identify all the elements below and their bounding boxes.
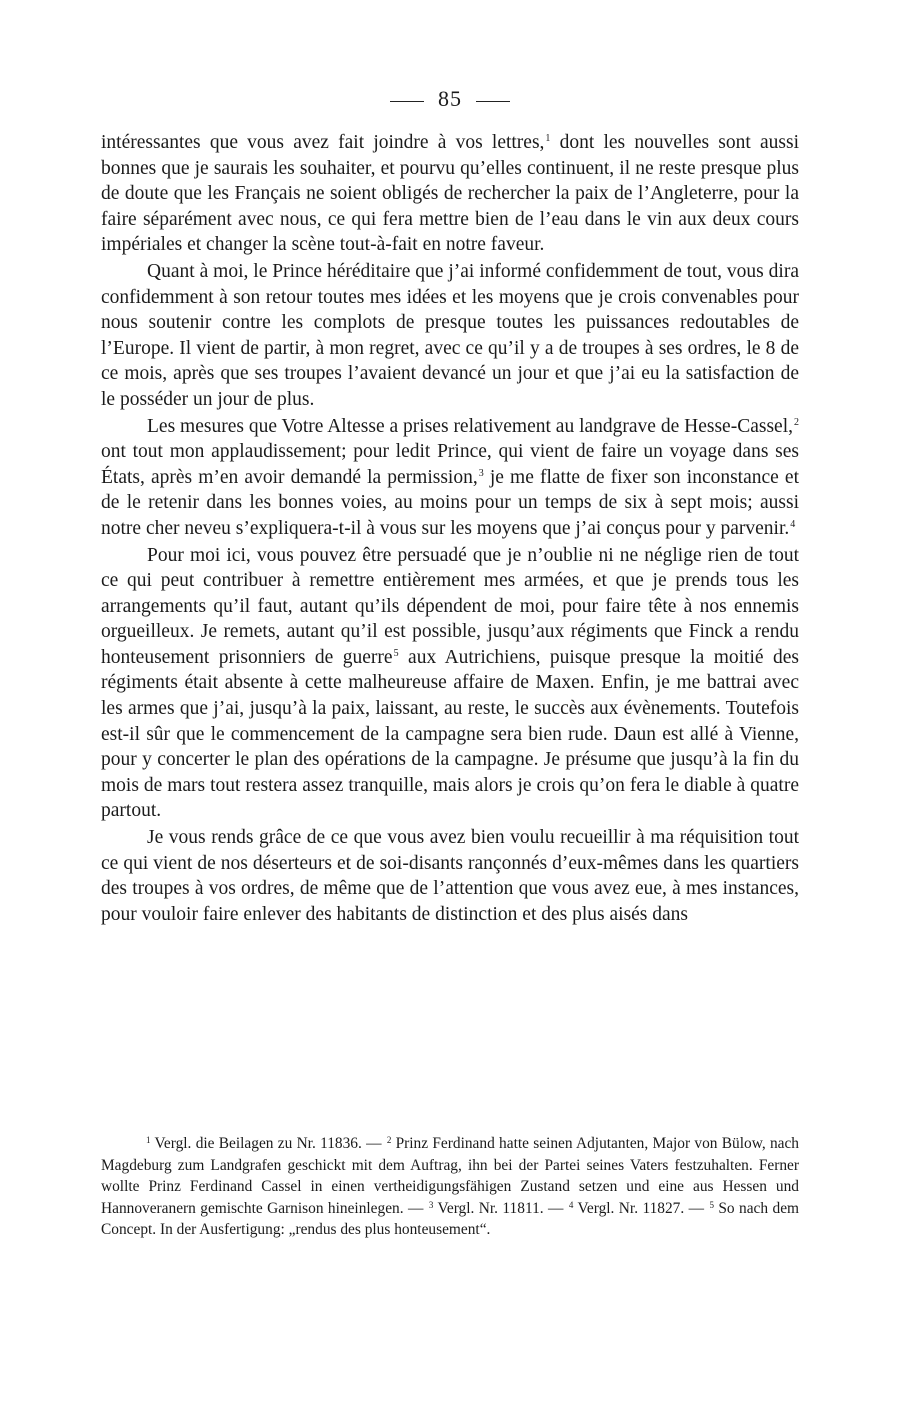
- letter-body: [101, 130, 799, 927]
- page-header: [101, 82, 799, 116]
- paragraph-text: Je vous rends grâce de ce que vous avez bien voulu recueillir à ma réquisition tout ce qui vient de nos déserteurs et de soi-disants rançonnés d’eux-mêmes dans les quartiers des troupes à vos ordres, de même que de l’attention que vous avez eue, à mes instances, pour vouloir faire enlever des habitants de distinction et des plus aisés dans: [101, 827, 799, 925]
- page-number: 85: [438, 86, 462, 111]
- paragraph-3: [101, 414, 799, 542]
- paragraph-text: aux Autrichiens, puisque presque la moitié des régiments était absente à cette malheureuse affaire de Maxen. Enfin, je me battrai avec les armes que j’ai, jusqu’à la paix, laissant, au reste, le succès aux évènements. Toutefois est-il sûr que le commencement de la campagne sera bien rude. Daun est allé à Vienne, pour y concerter le plan des opérations de la campagne. Je présume que jusqu’à la fin du mois de mars tout restera assez tranquille, mais alors je crois qu’on fera le diable à quatre partout.: [101, 646, 799, 822]
- footnotes: [101, 1133, 799, 1241]
- footnote-text: Vergl. Nr. 11827. —: [573, 1199, 709, 1217]
- paragraph-4: [101, 543, 799, 825]
- paragraph-text: ont tout mon applaudissement; pour ledit Prince, qui vient de faire un voyage dans ses États, après m’en avoir demandé la permission,: [101, 441, 799, 488]
- footnote-text: So nach dem Concept. In der Ausfertigung: „rendus des plus honteusement“.: [101, 1199, 799, 1239]
- paragraph-text: dont les nouvelles sont aussi bonnes que je saurais les souhaiter, et pourvu qu’elles continuent, il ne reste presque plus de doute que les Français ne soient obligés de rechercher la paix de l’Angleterre, pour la faire séparément avec nous, ce qui fera mettre bien de l’eau dans le vin aux deux cours impériales et changer la scène tout-à-fait en notre faveur.: [101, 132, 799, 256]
- footnote-text: Prinz Ferdinand hatte seinen Adjutanten, Major von Bülow, nach Magdeburg zum Landgrafen geschickt mit dem Auftrag, ihn bei der Partei seines Vaters festzuhalten. Ferner wollte Prinz Ferdinand Cassel in einen vertheidigungsfähigen Zustand setzen und eine aus Hessen und Hannoveranern gemischte Garnison hineinlegen. —: [101, 1135, 800, 1217]
- footnote-number: 4: [568, 1199, 574, 1210]
- footnote-marker: 1: [545, 133, 551, 144]
- footnote-marker: 4: [790, 518, 796, 530]
- footnote-text: Vergl. Nr. 11811. —: [433, 1199, 568, 1217]
- paragraph-text: Les mesures que Votre Altesse a prises relativement au landgrave de Hesse-Cassel,: [147, 415, 793, 437]
- footnote-number: 1: [146, 1135, 151, 1145]
- paragraph-5: [101, 825, 799, 927]
- paragraph-2: [101, 259, 799, 413]
- document-page: [101, 82, 799, 927]
- footnote-text: Vergl. die Beilagen zu Nr. 11836. —: [150, 1135, 386, 1152]
- header-rule-right: [476, 101, 510, 102]
- footnote-number: 2: [386, 1135, 392, 1145]
- paragraph-1: [101, 130, 799, 258]
- footnote-marker: 2: [794, 416, 799, 428]
- paragraph-text: Quant à moi, le Prince héréditaire que j’ai informé confidemment de tout, vous dira confidemment à son retour toutes mes idées et les moyens que je crois convenables pour nous soutenir contre les complots de presque toutes les puissances redoutables de l’Europe. Il vient de partir, à mon regret, avec ce qu’il y a de troupes à ses ordres, le 8 de ce mois, après que ses troupes l’avaient devancé un jour et que j’ai eu la satisfaction de le posséder un jour de plus.: [101, 260, 799, 410]
- footnote-marker: 3: [478, 467, 484, 479]
- paragraph-text: Pour moi ici, vous pouvez être persuadé que je n’oublie ni ne néglige rien de tout ce qui peut contribuer à remettre entièrement mes armées, et que je prends tous les arrangements qu’il faut, autant qu’ils dépendent de moi, pour faire tête à nos ennemis orgueilleux. Je remets, autant qu’il est possible, jusqu’aux régiments que Finck a rendu honteusement prisonniers de guerre: [101, 544, 799, 668]
- footnote-marker: 5: [393, 647, 399, 659]
- footnote-number: 3: [428, 1199, 434, 1210]
- paragraph-text: intéressantes que vous avez fait joindre à vos lettres,: [101, 132, 545, 153]
- footnote-number: 5: [709, 1199, 714, 1210]
- paragraph-text: je me flatte de fixer son inconstance et de le retenir dans les bonnes voies, au moins pour un temps de six à sept mois; aussi notre cher neveu s’expliquera-t-il à vous sur les moyens que j’ai conçus pour y parvenir.: [101, 466, 800, 539]
- header-rule-left: [390, 101, 424, 102]
